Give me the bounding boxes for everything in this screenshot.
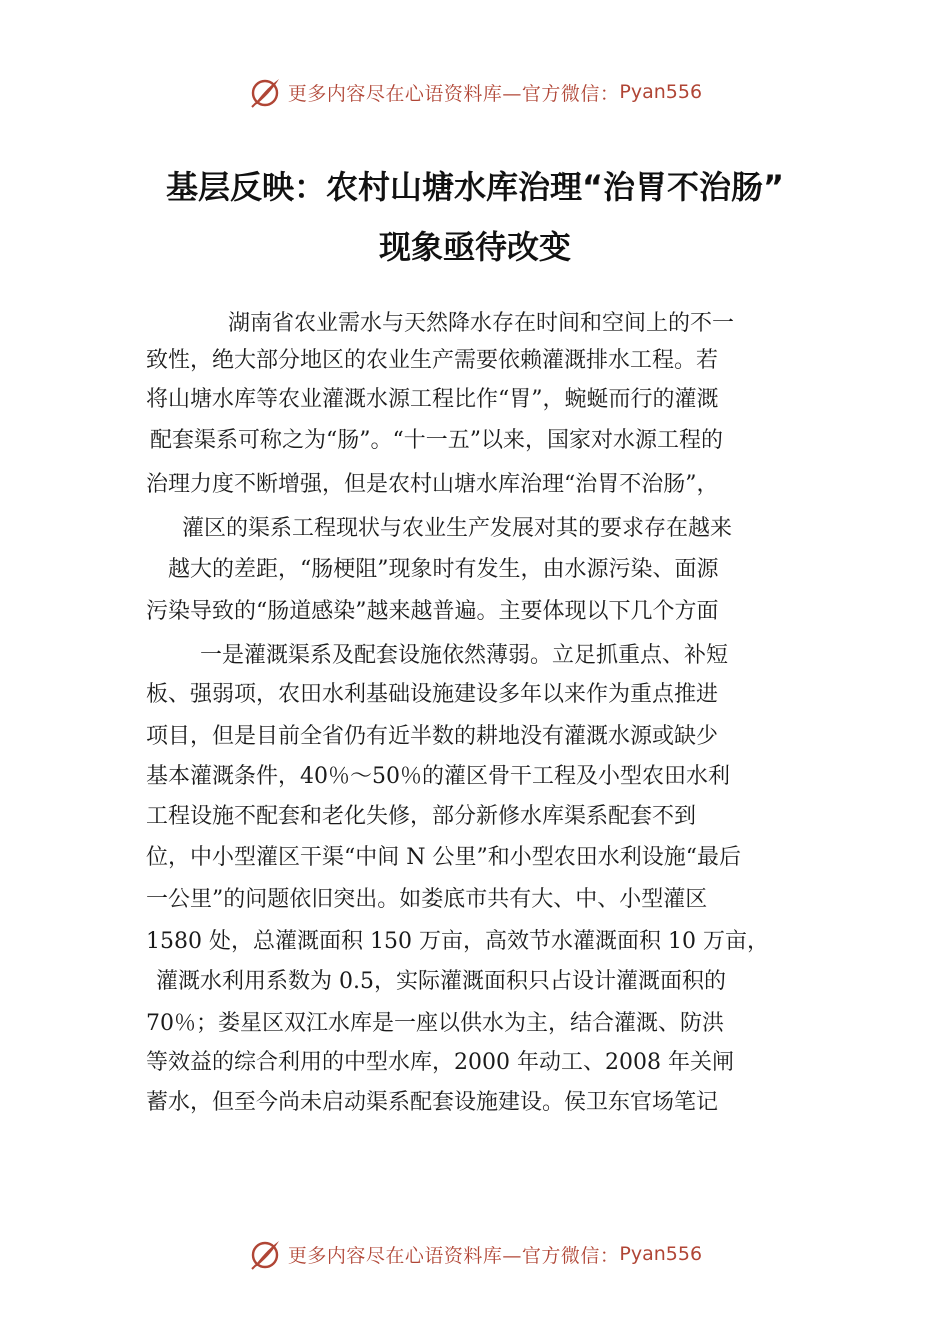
- body-line: 将山塘水库等农业灌溉水源工程比作“胃”，蜿蜒而行的灌溉: [146, 387, 719, 412]
- body-line: 等效益的综合利用的中型水库，2000 年动工、2008 年关闸: [146, 1050, 734, 1075]
- feather-logo-icon: [248, 1237, 282, 1271]
- body-line: 灌溉水利用系数为 0.5，实际灌溉面积只占设计灌溉面积的: [156, 969, 726, 994]
- body-line: 板、强弱项，农田水利基础设施建设多年以来作为重点推进: [146, 682, 719, 707]
- body-line: 基本灌溉条件，40％～50％的灌区骨干工程及小型农田水利: [146, 764, 730, 789]
- banner-text: 更多内容尽在心语资料库—官方微信：: [287, 82, 620, 105]
- banner-wechat-id: Pyan556: [619, 1243, 703, 1265]
- page-title-line-1: 基层反映：农村山塘水库治理“治胃不治肠”: [165, 168, 785, 206]
- body-line: 一公里”的问题依旧突出。如娄底市共有大、中、小型灌区: [146, 887, 708, 912]
- body-line: 污染导致的“肠道感染”越来越普遍。主要体现以下几个方面: [146, 599, 719, 624]
- body-line: 工程设施不配套和老化失修，部分新修水库渠系配套不到: [146, 804, 697, 829]
- body-line: 70％；娄星区双江水库是一座以供水为主，结合灌溉、防洪: [146, 1011, 724, 1036]
- banner-wechat-id: Pyan556: [619, 81, 703, 103]
- feather-logo-icon: [248, 75, 282, 109]
- body-line: 配套渠系可称之为“肠”。“十一五”以来，国家对水源工程的: [150, 428, 723, 453]
- body-line: 治理力度不断增强，但是农村山塘水库治理“治胃不治肠”，: [146, 472, 719, 497]
- banner-text: 更多内容尽在心语资料库—官方微信：: [287, 1244, 620, 1267]
- body-line: 蓄水，但至今尚未启动渠系配套设施建设。侯卫东官场笔记: [146, 1090, 719, 1115]
- body-line: 灌区的渠系工程现状与农业生产发展对其的要求存在越来: [182, 516, 733, 541]
- footer-banner: [0, 1234, 950, 1274]
- body-line: 湖南省农业需水与天然降水存在时间和空间上的不一: [228, 311, 735, 336]
- body-line: 位，中小型灌区干渠“中间 N 公里”和小型农田水利设施“最后: [146, 845, 741, 870]
- body-line: 1580 处，总灌溉面积 150 万亩，高效节水灌溉面积 10 万亩，: [146, 929, 769, 954]
- body-line: 一是灌溉渠系及配套设施依然薄弱。立足抓重点、补短: [200, 643, 729, 668]
- body-line: 项目，但是目前全省仍有近半数的耕地没有灌溉水源或缺少: [146, 724, 719, 749]
- header-banner: [0, 72, 950, 112]
- body-line: 致性，绝大部分地区的农业生产需要依赖灌溉排水工程。若: [146, 348, 719, 373]
- body-line: 越大的差距，“肠梗阻”现象时有发生，由水源污染、面源: [168, 557, 719, 582]
- page-title-line-2: 现象亟待改变: [378, 228, 571, 266]
